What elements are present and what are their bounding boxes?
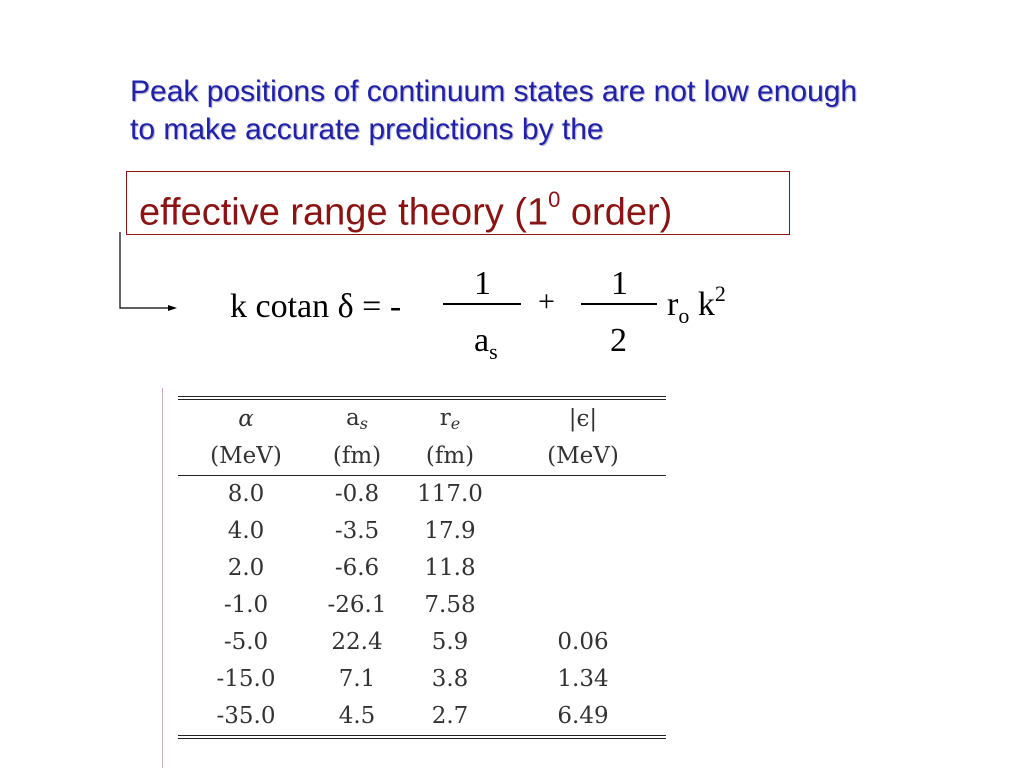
cell-epsilon [500,476,666,514]
header-re: re [439,405,461,433]
cell-re: 7.58 [424,592,476,618]
cell-epsilon [500,550,666,587]
table-row [178,513,666,550]
unit-epsilon: (MeV) [547,443,619,469]
boxed-text: effective range theory (1 [139,191,549,234]
boxed-superscript: 0 [548,187,561,212]
plus-sign: + [538,285,555,318]
cell-re: 17.9 [424,518,476,544]
cell-as: -6.6 [334,555,380,581]
cell-epsilon: 0.06 [557,629,609,655]
unit-alpha: (MeV) [210,443,282,469]
formula-lhs: k cotan δ = - [230,288,402,325]
results-table-region [162,388,682,768]
boxed-suffix: order) [560,191,673,234]
r-subscript: o [678,303,690,328]
table-row [178,587,666,624]
header-as: as [346,405,368,433]
cell-epsilon: 1.34 [557,666,609,692]
formula-r-term: $r_o$ $k^2$ [667,281,726,328]
cell-as: -0.8 [334,481,380,507]
headline-line-2: to make accurate predictions by the [130,113,604,146]
table-row [178,550,666,587]
cell-epsilon [500,513,666,550]
results-table [178,396,666,739]
cell-epsilon: 6.49 [557,703,609,729]
table-header-symbols [178,398,666,438]
frac1-bar [443,303,521,305]
cell-as: -26.1 [327,592,387,618]
cell-re: 5.9 [431,629,469,655]
cell-as: 22.4 [331,629,383,655]
unit-re: (fm) [425,443,475,469]
cell-alpha: -35.0 [216,703,276,729]
cell-alpha: 4.0 [227,518,265,544]
cell-re: 2.7 [431,703,469,729]
left-margin-rule [162,388,163,768]
headline-line-1: Peak positions of continuum states are not low enough [130,75,858,108]
header-epsilon: |ϵ| [568,405,598,432]
k-term: k [697,286,715,323]
cell-alpha: -15.0 [216,666,276,692]
cell-alpha: 2.0 [227,555,265,581]
table-header-units [178,438,666,476]
header-alpha: α [238,405,254,432]
cell-re: 117.0 [417,481,483,507]
table-row [178,624,666,661]
cell-as: 4.5 [338,703,376,729]
cell-re: 3.8 [431,666,469,692]
cell-alpha: -5.0 [223,629,269,655]
cell-re: 11.8 [424,555,476,581]
frac2-bar [581,303,657,305]
unit-as: (fm) [332,443,382,469]
frac2-numerator: 1 [611,265,628,302]
frac1-denominator: $a_s$ [474,322,498,364]
cell-as: -3.5 [334,518,380,544]
k-superscript: 2 [714,281,726,306]
cell-alpha: -1.0 [223,592,269,618]
cell-alpha: 8.0 [227,481,265,507]
table-row [178,698,666,737]
frac1-denominator-sub: s [489,339,498,364]
cell-as: 7.1 [338,666,376,692]
cell-epsilon [500,587,666,624]
table-row [178,661,666,698]
frac1-numerator: 1 [474,265,491,302]
frac2-denominator: 2 [610,322,627,359]
table-row [178,476,666,514]
